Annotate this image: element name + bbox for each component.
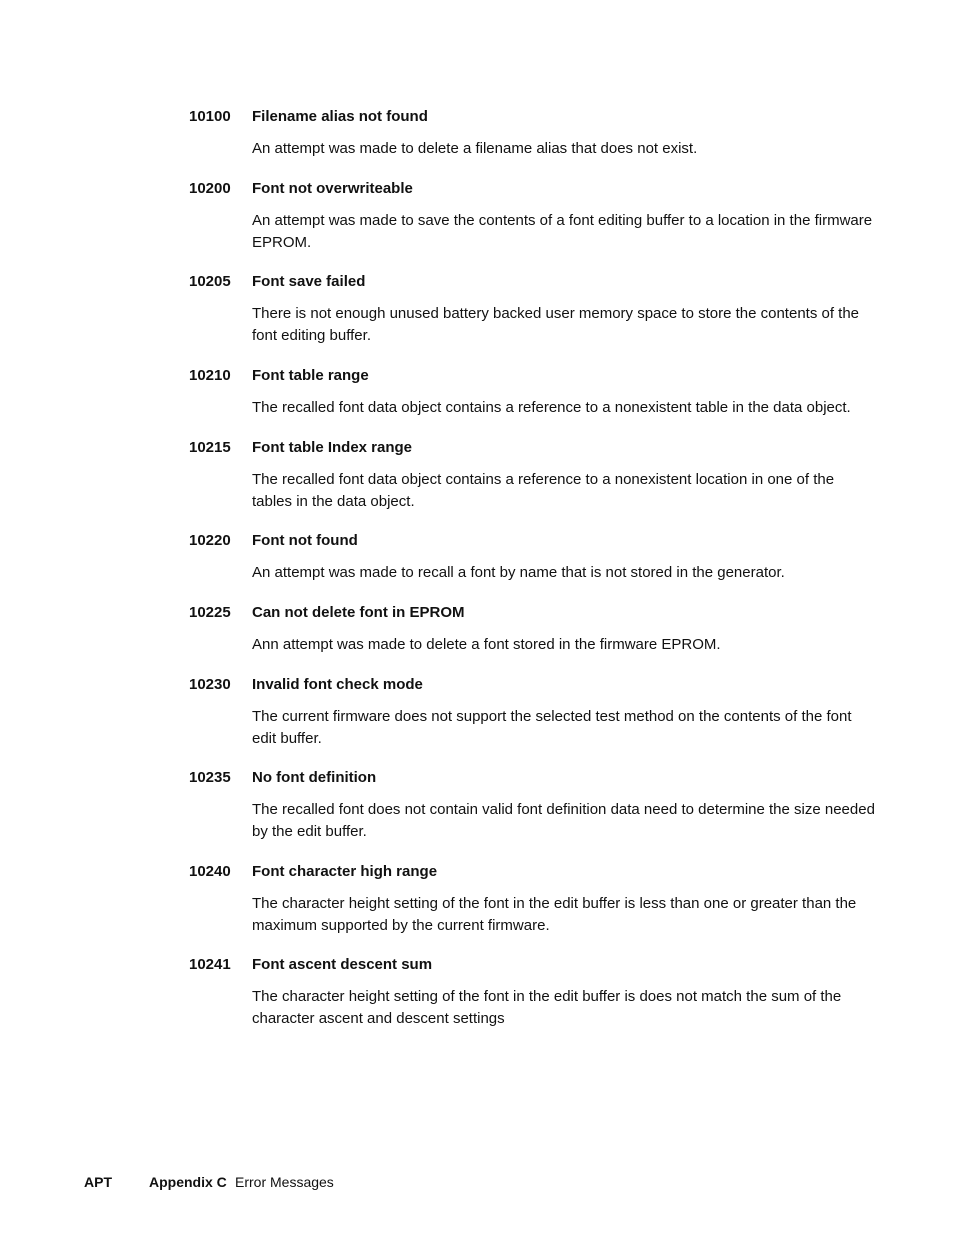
error-code: 10215	[189, 439, 231, 456]
error-code: 10205	[189, 273, 231, 290]
error-description: An attempt was made to recall a font by name that is not stored in the generator.	[252, 564, 785, 581]
error-description: The recalled font data object contains a reference to a nonexistent table in the data object.	[252, 399, 851, 416]
error-code: 10230	[189, 676, 231, 693]
error-description: There is not enough unused battery backed user memory space to store the contents of the font editing buffer.	[252, 305, 860, 344]
error-description: The recalled font does not contain valid font definition data need to determine the size needed by the edit buffer.	[252, 801, 875, 840]
error-code: 10225	[189, 604, 231, 621]
error-title: Font table range	[252, 367, 369, 384]
error-title: Font save failed	[252, 273, 366, 290]
error-code: 10210	[189, 367, 231, 384]
error-title: Invalid font check mode	[252, 676, 423, 693]
footer-section-title: Error Messages	[235, 1174, 334, 1190]
error-code: 10100	[189, 108, 231, 125]
error-description: An attempt was made to save the contents of a font editing buffer to a location in the firmware EPROM.	[252, 212, 873, 251]
error-description: Ann attempt was made to delete a font stored in the firmware EPROM.	[252, 636, 721, 653]
error-description: The character height setting of the font in the edit buffer is does not match the sum of the character ascent and descent settings	[252, 988, 842, 1027]
error-description: The character height setting of the font in the edit buffer is less than one or greater than the maximum supported by the current firmware.	[252, 895, 857, 934]
footer-product-name: APT	[84, 1174, 112, 1190]
error-title: Filename alias not found	[252, 108, 428, 125]
error-code: 10241	[189, 956, 231, 973]
error-code: 10220	[189, 532, 231, 549]
error-title: Font not overwriteable	[252, 180, 413, 197]
error-title: Font table Index range	[252, 439, 413, 456]
error-description: The current firmware does not support the selected test method on the contents of the font edit buffer.	[252, 708, 852, 747]
error-code: 10240	[189, 863, 231, 880]
error-title: No font definition	[252, 769, 377, 786]
error-description: An attempt was made to delete a filename alias that does not exist.	[252, 140, 698, 157]
error-title: Can not delete font in EPROM	[252, 604, 465, 621]
error-code: 10200	[189, 180, 231, 197]
error-title: Font character high range	[252, 863, 438, 880]
error-description: The recalled font data object contains a reference to a nonexistent location in one of the tables in the data object.	[252, 471, 835, 510]
footer-section-label: Appendix C	[149, 1174, 227, 1190]
error-title: Font not found	[252, 532, 358, 549]
error-title: Font ascent descent sum	[252, 956, 433, 973]
error-code: 10235	[189, 769, 231, 786]
